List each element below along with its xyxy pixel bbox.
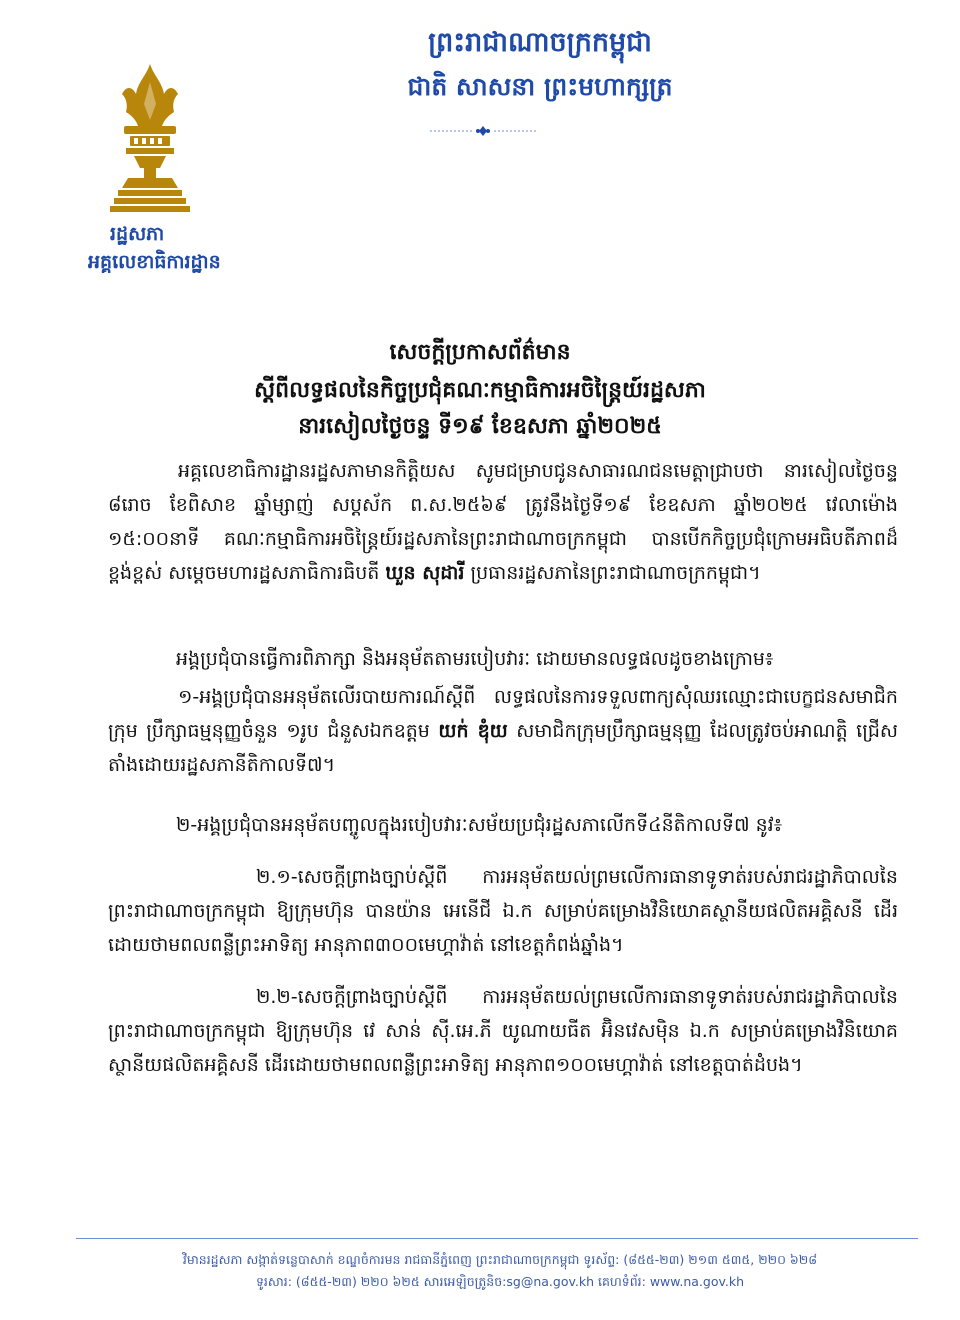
item1-text-a: ១-អង្គប្រជុំបានអនុម័តលើរបាយការណ៍ស្ដីពី លទ្ធផលនៃការទទួលពាក្យសុំឈរឈ្មោះជាបេក្ខជនសមាជិកក្រុម ប្រឹក្សាធម្មនុញ្ញចំនួន ១រូប ជំនួសឯកឧត្ដម — [108, 686, 898, 742]
press-release-date: នារសៀលថ្ងៃចន្ទ ទី១៩ ខែឧសភា ឆ្នាំ២០២៥ — [298, 414, 662, 439]
agenda-intro: អង្គប្រជុំបានធ្វើការពិភាក្សា និងអនុម័តតាមរបៀបវារៈ ដោយមានលទ្ធផលដូចខាងក្រោម៖ — [176, 648, 774, 670]
intro-text-b: ប្រធានរដ្ឋសភានៃព្រះរាជាណាចក្រកម្ពុជា។ — [470, 562, 761, 584]
agenda-item-2-1: ២.១-សេចក្ដីព្រាងច្បាប់ស្ដីពី ការអនុម័តយល់ព្រមលើការធានាទូទាត់របស់រាជរដ្ឋាភិបាលនៃព្រះរាជាណាចក្រកម្ពុជា ឱ្យក្រុមហ៊ុន បានយ៉ាន អេនើជី ឯ.ក សម្រាប់គម្រោងវិនិយោគស្ថានីយផលិតអគ្គិសនី ដើរដោយថាមពលពន្លឺព្រះអាទិត្យ អានុភាព៣០០មេហ្គាវ៉ាត់ នៅខេត្តកំពង់ឆ្នាំង។ — [108, 866, 898, 956]
intro-text-a: អគ្គលេខាធិការដ្ឋានរដ្ឋសភាមានកិត្តិយស សូមជម្រាបជូនសាធារណជនមេត្តាជ្រាបថា នារសៀលថ្ងៃចន្ទ ៨រោច ខែពិសាខ ឆ្នាំម្សាញ់ សប្តស័ក ព.ស.២៥៦៩ ត្រូវនឹងថ្ងៃទី១៩ ខែឧសភា ឆ្នាំ២០២៥ វេលាម៉ោង ១៥:០០នាទី គណៈកម្មាធិការអចិន្ត្រៃយ៍រដ្ឋសភានៃព្រះរាជាណាចក្រកម្ពុជា បានបើកកិច្ចប្រជុំក្រោមអធិបតីភាពដ៏ខ្ពង់ខ្ពស់ សម្ដេចមហារដ្ឋសភាធិការធិបតី — [108, 460, 898, 584]
press-release-subject: ស្ដីពីលទ្ធផលនៃកិច្ចប្រជុំគណៈកម្មាធិការអចិន្ត្រៃយ៍រដ្ឋសភា — [254, 378, 706, 403]
president-name: ឃួន សុដារី — [385, 562, 465, 584]
footer-divider — [76, 1238, 918, 1239]
press-release-title: សេចក្ដីប្រកាសព័ត៌មាន — [389, 340, 571, 365]
national-motto: ជាតិ សាសនា ព្រះមហាក្សត្រ — [407, 72, 673, 101]
national-assembly-emblem-icon — [104, 64, 196, 214]
agenda-item-1 — [108, 680, 898, 782]
org-name-assembly: រដ្ឋសភា — [110, 223, 165, 245]
footer-contact: ទូរសារ: (៨៥៥-២៣) ២២០ ៦២៥ សារអេឡិចត្រូនិច:sg@na.gov.kh គេហទំព័រ: www.na.gov.kh — [255, 1274, 745, 1289]
agenda-item-2-2: ២.២-សេចក្ដីព្រាងច្បាប់ស្ដីពី ការអនុម័តយល់ព្រមលើការធានាទូទាត់របស់រាជរដ្ឋាភិបាលនៃព្រះរាជាណាចក្រកម្ពុជា ឱ្យក្រុមហ៊ុន វេ សាន់ ស៊ី.អេ.ភី យូណាយធីត អ៊ិនវេសម៉ិន ឯ.ក សម្រាប់គម្រោងវិនិយោគស្ថានីយផលិតអគ្គិសនី ដើរដោយថាមពលពន្លឺព្រះអាទិត្យ អានុភាព១០០មេហ្គាវ៉ាត់ នៅខេត្តបាត់ដំបង។ — [108, 986, 898, 1076]
footer-address: វិមានរដ្ឋសភា សង្កាត់ទន្លេបាសាក់ ខណ្ឌចំការមន រាជធានីភ្នំពេញ ព្រះរាជាណាចក្រកម្ពុជា ទូរស័ព្ទ: (៨៥៥-២៣) ២១៣ ៥៣៥, ២២០ ៦២៨ — [182, 1252, 818, 1267]
member-name: យក់ ឌុំយ — [438, 720, 508, 742]
kingdom-title: ព្រះរាជាណាចក្រកម្ពុជា — [428, 27, 652, 58]
agenda-item-2: ២-អង្គប្រជុំបានអនុម័តបញ្ចូលក្នុងរបៀបវារៈសម័យប្រជុំរដ្ឋសភាលើកទី៤នីតិកាលទី៧ នូវ៖ — [176, 814, 783, 836]
header-ornament-icon — [428, 124, 538, 138]
intro-paragraph — [108, 454, 898, 590]
org-name-secretariat: អគ្គលេខាធិការដ្ឋាន — [88, 251, 221, 273]
item1-text-b: សមាជិកក្រុមប្រឹក្សាធម្មនុញ្ញ ដែលត្រូវចប់អាណត្តិ ជ្រើសតាំងដោយរដ្ឋសភានីតិកាលទី៧។ — [108, 720, 899, 776]
